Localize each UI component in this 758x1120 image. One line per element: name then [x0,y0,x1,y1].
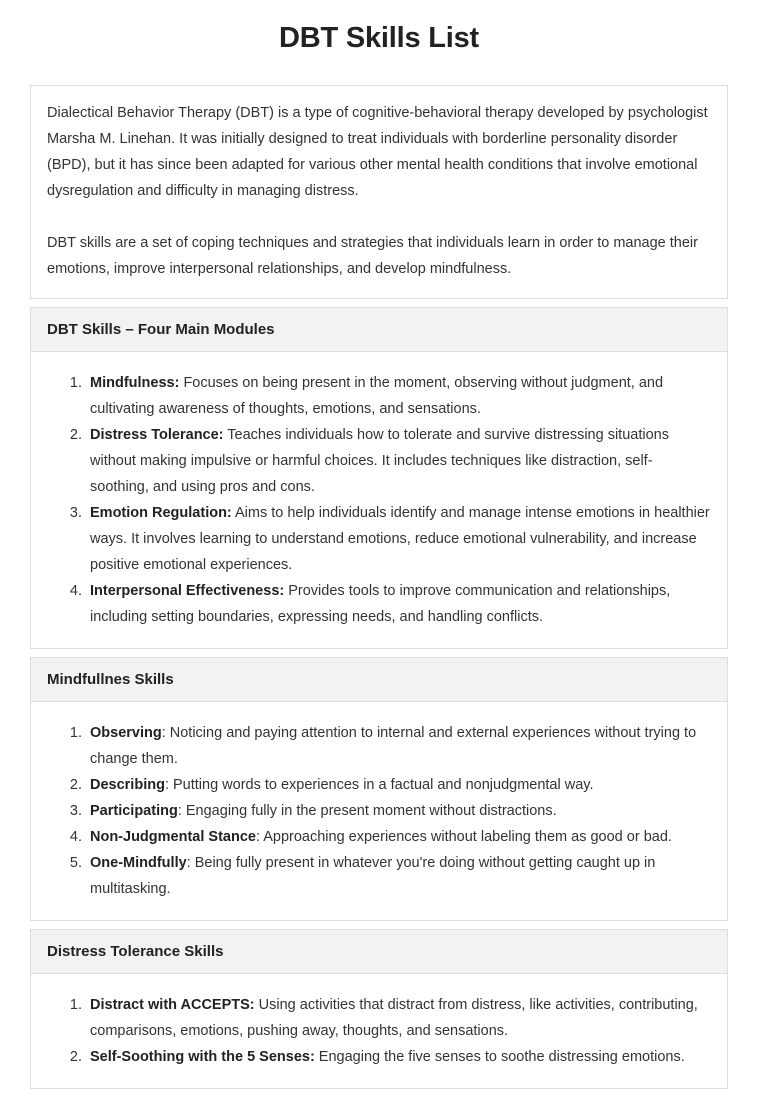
list-item [86,370,711,422]
skill-list [47,992,711,1070]
section-header: Distress Tolerance Skills [30,929,728,974]
intro-panel [30,85,728,299]
skill-description: Using activities that distract from distress, like activities, contributing, comparisons, emotions, pushing away, thoughts, and sensations. [90,996,698,1039]
list-item [86,850,711,902]
skill-term: Emotion Regulation: [90,504,232,521]
skill-term: Describing [90,776,165,793]
list-item [86,992,711,1044]
skill-term: Distress Tolerance: [90,426,224,443]
skill-term: Distract with ACCEPTS: [90,996,255,1013]
skill-description: Focuses on being present in the moment, observing without judgment, and cultivating awareness of thoughts, emotions, and sensations. [90,374,664,417]
skill-list [47,370,711,630]
skill-term: Interpersonal Effectiveness: [90,582,285,599]
list-item [86,1044,711,1070]
list-item [86,578,711,630]
intro-panel-body [31,86,727,298]
section-panel [30,974,728,1089]
skill-term: Non-Judgmental Stance [90,828,256,845]
skill-term: Participating [90,802,178,819]
section-panel-body [31,702,727,920]
page-title: DBT Skills List [278,22,480,54]
sections-container [30,307,728,1089]
page-bottom-spacer [0,1097,758,1120]
document-content [0,85,758,1089]
list-item [86,720,711,772]
list-item [86,500,711,578]
skill-description: : Engaging fully in the present moment without distractions. [177,802,557,819]
section-panel-body [31,352,727,648]
skill-description: Engaging the five senses to soothe distressing emotions. [314,1048,685,1065]
section-panel-body [31,974,727,1088]
list-item [86,824,711,850]
intro-paragraph-1: Dialectical Behavior Therapy (DBT) is a type of cognitive-behavioral therapy developed by psychologist Marsha M. Linehan. It was initially designed to treat individuals with borderline personality disorder (BPD), but it has since been adapted for various other mental health conditions that involve emotional dysregulation and difficulty in managing distress. [47,104,708,199]
skill-description: : Approaching experiences without labeling them as good or bad. [255,828,672,845]
skill-term: One-Mindfully [90,854,187,871]
skill-description: Aims to help individuals identify and manage intense emotions in healthier ways. It involves learning to understand emotions, reduce emotional vulnerability, and increase positive emotional experiences. [90,504,710,573]
skill-list [47,720,711,902]
list-item [86,798,711,824]
skill-description: : Noticing and paying attention to internal and external experiences without trying to change them. [90,724,697,767]
intro-paragraph-2: DBT skills are a set of coping techniques and strategies that individuals learn in order to manage their emotions, improve interpersonal relationships, and develop mindfulness. [47,234,698,277]
skill-term: Observing [90,724,162,741]
list-item [86,772,711,798]
section-header: Mindfullnes Skills [30,657,728,702]
section-panel [30,702,728,921]
skill-description: : Being fully present in whatever you're doing without getting caught up in multitasking. [90,854,656,897]
section-panel [30,352,728,649]
skill-term: Mindfulness: [90,374,180,391]
skill-term: Self-Soothing with the 5 Senses: [90,1048,315,1065]
skill-description: : Putting words to experiences in a factual and nonjudgmental way. [164,776,594,793]
list-item [86,422,711,500]
section-header: DBT Skills – Four Main Modules [30,307,728,352]
skill-description: Provides tools to improve communication and relationships, including setting boundaries, expressing needs, and handling conflicts. [90,582,671,625]
skill-description: Teaches individuals how to tolerate and survive distressing situations without making impulsive or harmful choices. It includes techniques like distraction, self-soothing, and using pros and cons. [90,426,669,495]
